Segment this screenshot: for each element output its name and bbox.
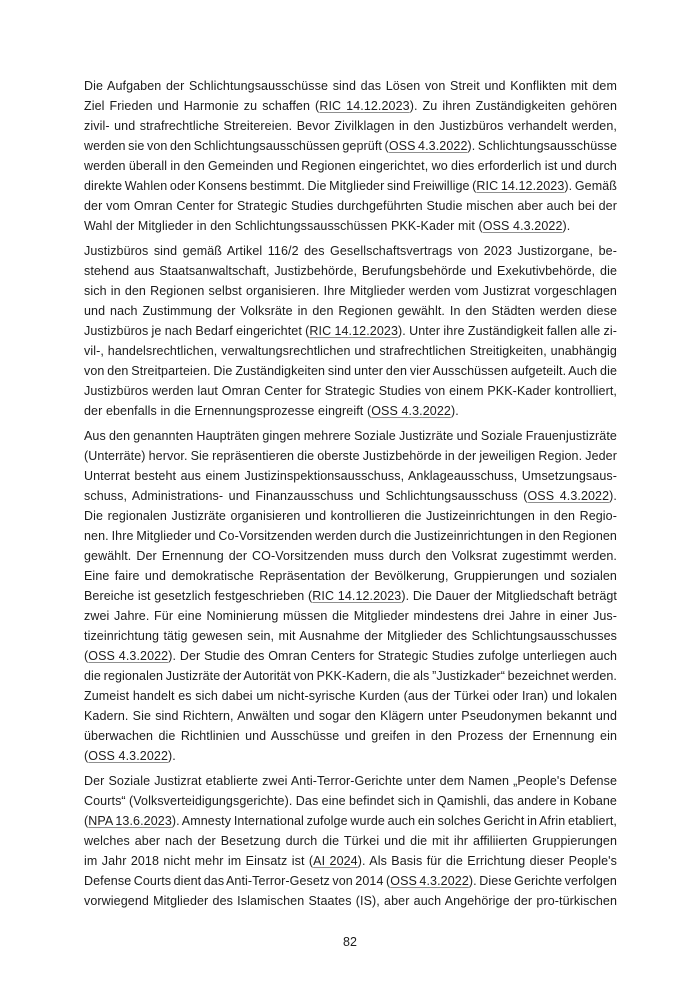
text-line — [84, 466, 617, 486]
text-run: ( — [84, 649, 89, 663]
text-run: Die regionalen Justizräte organisieren und kontrollieren die Justizeinrichtungen in den Regio- — [84, 509, 617, 523]
text-line — [84, 241, 617, 261]
text-run: ). Als Basis für die Errichtung dieser People's — [357, 854, 618, 868]
text-run: ). — [562, 219, 571, 233]
citation-link[interactable]: NPA 13.6.2023 — [88, 814, 172, 828]
text-run: ). Die Dauer der Mitgliedschaft beträgt — [401, 589, 617, 603]
text-line — [84, 76, 617, 96]
citation-link[interactable]: OSS 4.3.2022 — [482, 219, 563, 233]
citation-link[interactable]: RIC 14.12.2023 — [319, 99, 410, 113]
text-line — [84, 626, 617, 646]
text-line — [84, 746, 617, 766]
text-run: Bereiche ist gesetzlich festgeschrieben ( — [84, 589, 313, 603]
citation-link[interactable]: OSS 4.3.2022 — [88, 749, 168, 763]
text-run: ). — [168, 749, 176, 763]
text-run: sich in den Regionen selbst organisieren. Ihre Mitglieder werden vom Justizrat vorgeschlagen — [84, 284, 617, 298]
text-run: ). Gemäß — [564, 179, 617, 193]
text-line — [84, 446, 617, 466]
text-run: zwei Jahre. Für eine Nominierung müssen die Mitglieder mindestens drei Jahre in einer Jus- — [84, 609, 617, 623]
text-line — [84, 401, 617, 421]
text-line — [84, 891, 617, 911]
text-line — [84, 341, 617, 361]
text-run: ). Unter ihre Zuständigkeit fallen alle zi- — [398, 324, 618, 338]
text-line — [84, 526, 617, 546]
text-run: ). — [609, 489, 617, 503]
text-run: welches aber nach der Besetzung durch die Türkei und die mit ihr affiliierten Gruppierungen — [84, 834, 617, 848]
text-line — [84, 811, 617, 831]
text-run: Eine faire und demokratische Repräsentation der Bevölkerung, Gruppierungen und sozialen — [84, 569, 617, 583]
text-run: Wahl der Mitglieder in den Schlichtungssausschüssen PKK-Kader mit ( — [84, 219, 483, 233]
text-run: ). Zu ihren Zuständigkeiten gehören — [409, 99, 617, 113]
text-run: Ziel Frieden und Harmonie zu schaffen ( — [84, 99, 320, 113]
text-run: Justizbüros sind gemäß Artikel 116/2 des Gesellschaftsvertrags von 2023 Justizorgane, be- — [84, 244, 617, 258]
text-run: und nach Zustimmung der Volksräte in den Regionen gewählt. In den Städten werden diese — [84, 304, 617, 318]
text-run: tizeinrichtung tätig gewesen sein, mit Ausnahme der Mitglieder des Schlichtungsausschusses — [84, 629, 617, 643]
text-run: im Jahr 2018 nicht mehr im Einsatz ist ( — [84, 854, 314, 868]
citation-link[interactable]: OSS 4.3.2022 — [527, 489, 610, 503]
text-run: Zumeist handelt es sich dabei um nicht-syrische Kurden (aus der Türkei oder Iran) und lokalen — [84, 689, 617, 703]
text-line — [84, 426, 617, 446]
text-line — [84, 486, 617, 506]
text-run: zivil- und strafrechtliche Streitereien. Bevor Zivilklagen in den Justizbüros verhandelt werden, — [84, 119, 617, 133]
citation-link[interactable]: RIC 14.12.2023 — [309, 324, 399, 338]
text-line — [84, 281, 617, 301]
text-run: Justizbüros je nach Bedarf eingerichtet ( — [84, 324, 310, 338]
page-number: 82 — [343, 935, 357, 949]
text-line — [84, 831, 617, 851]
text-run: Kadern. Sie sind Richtern, Anwälten und sogar den Klägern unter Pseudonymen bekannt und — [84, 709, 617, 723]
text-run: ( — [84, 814, 89, 828]
text-run: schuss, Administrations- und Finanzausschuss und Schlichtungsausschuss ( — [84, 489, 528, 503]
text-run: nen. Ihre Mitglieder und Co-Vorsitzenden werden durch die Justizeinrichtungen in den Regionen — [84, 529, 617, 543]
text-line — [84, 566, 617, 586]
text-run: Defense Courts dient das Anti-Terror-Gesetz von 2014 ( — [84, 874, 391, 888]
text-line — [84, 586, 617, 606]
paragraph — [84, 76, 617, 236]
text-run: ). Amnesty International zufolge wurde auch ein solches Gericht in Afrin etabliert, — [171, 814, 617, 828]
citation-link[interactable]: RIC 14.12.2023 — [312, 589, 402, 603]
paragraph — [84, 771, 617, 911]
text-run: direkte Wahlen oder Konsens bestimmt. Die Mitglieder sind Freiwillige ( — [84, 179, 477, 193]
citation-link[interactable]: OSS 4.3.2022 — [388, 139, 468, 153]
text-line — [84, 381, 617, 401]
text-run: Courts“ (Volksverteidigungsgerichte). Das eine befindet sich in Qamishli, das andere in Kobane — [84, 794, 617, 808]
text-line — [84, 136, 617, 156]
text-line — [84, 361, 617, 381]
text-line — [84, 506, 617, 526]
text-run: ). Der Studie des Omran Centers for Strategic Studies zufolge unterliegen auch — [168, 649, 617, 663]
text-line — [84, 871, 617, 891]
text-run: der ebenfalls in die Ernennungsprozesse eingreift ( — [84, 404, 372, 418]
text-line — [84, 546, 617, 566]
text-run: werden sie von den Schlichtungsausschüssen geprüft ( — [84, 139, 389, 153]
text-run: Aus den genannten Haupträten gingen mehrere Soziale Justizräte und Soziale Frauenjustizräte — [84, 429, 617, 443]
citation-link[interactable]: OSS 4.3.2022 — [88, 649, 169, 663]
text-run: ( — [84, 749, 89, 763]
citation-link[interactable]: RIC 14.12.2023 — [476, 179, 565, 193]
text-line — [84, 646, 617, 666]
text-line — [84, 216, 617, 236]
text-run: von den Streitparteien. Die Zuständigkeiten sind unter den vier Ausschüssen aufgeteilt. Auch die — [84, 364, 617, 378]
text-line — [84, 666, 617, 686]
text-run: werden überall in den Gemeinden und Regionen eingerichtet, wo dies erforderlich ist und durch — [84, 159, 617, 173]
text-line — [84, 196, 617, 216]
text-line — [84, 686, 617, 706]
document-text — [84, 76, 617, 916]
text-run: ). — [450, 404, 459, 418]
text-run: überwachen die Richtlinien und Ausschüsse und greifen in den Prozess der Ernennung ein — [84, 729, 617, 743]
text-run: gewählt. Der Ernennung der CO-Vorsitzenden muss durch den Volksrat zugestimmt werden. — [84, 549, 617, 563]
text-line — [84, 606, 617, 626]
text-run: Unterrat besteht aus einem Justizinspektionsausschuss, Anklageausschuss, Umsetzungsaus- — [84, 469, 617, 483]
text-line — [84, 791, 617, 811]
text-run: ). Schlichtungsausschüsse — [467, 139, 618, 153]
text-line — [84, 301, 617, 321]
paragraph — [84, 241, 617, 421]
text-run: (Unterräte) hervor. Sie repräsentieren die oberste Justizbehörde in der jeweiligen Region. Jeder — [84, 449, 617, 463]
text-run: Justizbüros werden laut Omran Center for Strategic Studies von einem PKK-Kader kontrolliert, — [84, 384, 617, 398]
citation-link[interactable]: OSS 4.3.2022 — [371, 404, 451, 418]
text-run: die regionalen Justizräte der Autorität von PKK-Kadern, die als ”Justizkader“ bezeichnet werden. — [84, 669, 617, 683]
text-run: stehend aus Staatsanwaltschaft, Justizbehörde, Berufungsbehörde und Exekutivbehörde, die — [84, 264, 617, 278]
citation-link[interactable]: OSS 4.3.2022 — [390, 874, 469, 888]
text-run: Die Aufgaben der Schlichtungsausschüsse sind das Lösen von Streit und Konflikten mit dem — [84, 79, 617, 93]
text-line — [84, 96, 617, 116]
text-run: vil-, handelsrechtlichen, verwaltungsrechtlichen und strafrechtlichen Streitigkeiten, unabhängig — [84, 344, 617, 358]
text-line — [84, 176, 617, 196]
text-line — [84, 116, 617, 136]
text-line — [84, 771, 617, 791]
text-run: der vom Omran Center for Strategic Studies durchgeführten Studie mischen aber auch bei der — [84, 199, 617, 213]
text-line — [84, 156, 617, 176]
paragraph — [84, 426, 617, 766]
text-line — [84, 706, 617, 726]
text-line — [84, 261, 617, 281]
citation-link[interactable]: AI 2024 — [313, 854, 358, 868]
text-line — [84, 851, 617, 871]
text-line — [84, 726, 617, 746]
text-run: ). Diese Gerichte verfolgen — [468, 874, 617, 888]
text-run: vorwiegend Mitglieder des Islamischen Staates (IS), aber auch Angehörige der pro-türkischen — [84, 894, 617, 908]
text-run: Der Soziale Justizrat etablierte zwei Anti-Terror-Gerichte unter dem Namen „People's Defense — [84, 774, 617, 788]
text-line — [84, 321, 617, 341]
